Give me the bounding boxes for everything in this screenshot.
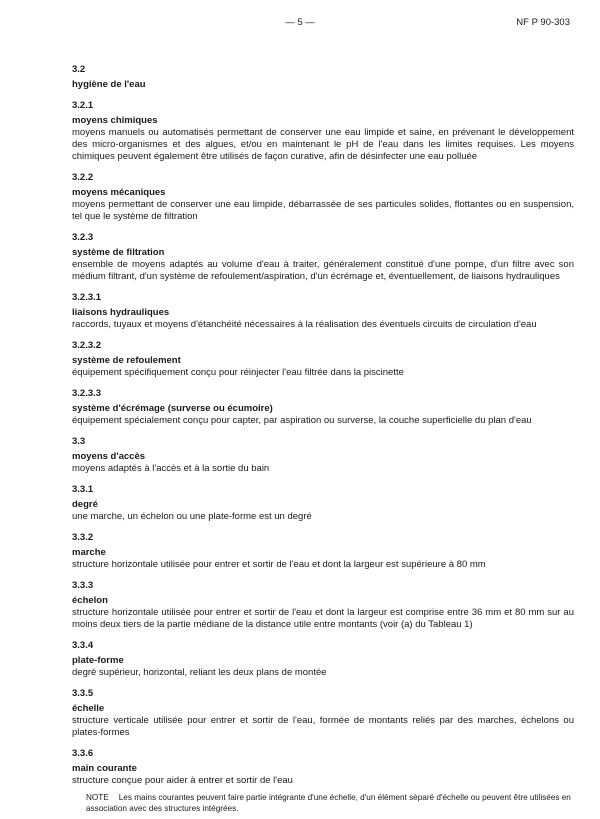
definition-entry xyxy=(72,580,574,631)
term-definition: moyens adaptés à l'accès et à la sortie du bain xyxy=(72,463,270,474)
term-definition: ensemble de moyens adaptés au volume d'eau à traiter, généralement constitué d'une pompe, d'un filtre avec son médium filtrant, d'un système de refoulement/aspiration, d'un écrémage et, éventuellement, de liaisons hydrauliques xyxy=(72,259,574,282)
definition-entry xyxy=(72,436,574,475)
clause-number: 3.2.2 xyxy=(72,172,94,183)
definition-entry xyxy=(72,100,574,163)
term-title: système de refoulement xyxy=(72,355,181,366)
term-title: système d'écrémage (surverse ou écumoire) xyxy=(72,403,273,414)
document-reference: NF P 90-303 xyxy=(516,17,570,28)
term-definition: une marche, un échelon ou une plate-forme est un degré xyxy=(72,511,312,522)
page-number: — 5 — xyxy=(285,17,315,28)
term-definition: structure conçue pour aider à entrer et sortir de l'eau xyxy=(72,775,293,786)
term-title: marche xyxy=(72,547,106,558)
term-title: plate-forme xyxy=(72,655,124,666)
definition-entry xyxy=(72,748,574,787)
clause-number: 3.3.4 xyxy=(72,640,94,651)
definition-entry xyxy=(72,688,574,739)
term-definition: raccords, tuyaux et moyens d'étanchéité nécessaires à la réalisation des éventuels circuits de circulation d'eau xyxy=(72,319,537,330)
term-title: moyens d'accès xyxy=(72,451,146,462)
page-header xyxy=(0,17,600,31)
clause-number: 3.2.3.3 xyxy=(72,388,102,399)
term-definition: moyens manuels ou automatisés permettant de conserver une eau limpide et saine, en prévenant le développement des micro-organismes et des algues, et/ou en maintenant le pH de l'eau dans les limites requises. Les moyens chimiques peuvent également être utilisés de façon curative, afin de désinfecter une eau polluée xyxy=(72,127,574,162)
clause-number: 3.3.5 xyxy=(72,688,94,699)
clause-number: 3.2 xyxy=(72,64,86,75)
definition-entry xyxy=(72,484,574,523)
definition-entry xyxy=(72,64,574,91)
definition-entry xyxy=(72,640,574,679)
note xyxy=(86,792,574,814)
clause-number: 3.3.6 xyxy=(72,748,94,759)
note-text: Les mains courantes peuvent faire partie intégrante d'une échelle, d'un élément séparé d'échelle ou peuvent être utilisées en association avec des structures intégrées. xyxy=(86,793,571,813)
term-title: main courante xyxy=(72,763,137,774)
term-definition: structure horizontale utilisée pour entrer et sortir de l'eau et dont la largeur est comprise entre 36 mm et 80 mm sur au moins deux tiers de la partie médiane de la distance utile entre montants (voir (a) du Tableau 1) xyxy=(72,607,574,630)
definition-entry xyxy=(72,388,574,427)
definition-entry xyxy=(72,172,574,223)
clause-number: 3.2.3.1 xyxy=(72,292,102,303)
clause-number: 3.3.2 xyxy=(72,532,94,543)
term-definition: structure verticale utilisée pour entrer et sortir de l'eau, formée de montants reliés par des marches, échelons ou plates-formes xyxy=(72,715,574,738)
term-title: système de filtration xyxy=(72,247,165,258)
term-title: échelon xyxy=(72,595,108,606)
term-title: hygiène de l'eau xyxy=(72,79,146,90)
term-title: moyens chimiques xyxy=(72,115,158,126)
definition-entry xyxy=(72,292,574,331)
note-label: NOTE xyxy=(86,793,109,802)
term-definition: équipement spécifiquement conçu pour réinjecter l'eau filtrée dans la piscinette xyxy=(72,367,404,378)
clause-number: 3.2.1 xyxy=(72,100,94,111)
term-title: liaisons hydrauliques xyxy=(72,307,170,318)
clause-number: 3.3.1 xyxy=(72,484,94,495)
term-title: moyens mécaniques xyxy=(72,187,166,198)
definition-entry xyxy=(72,340,574,379)
clause-number: 3.3 xyxy=(72,436,86,447)
term-title: échelle xyxy=(72,703,105,714)
term-definition: équipement spécialement conçu pour capter, par aspiration ou surverse, la couche superficielle du plan d'eau xyxy=(72,415,532,426)
definition-entry xyxy=(72,232,574,283)
definition-entry xyxy=(72,532,574,571)
term-title: degré xyxy=(72,499,98,510)
document-body xyxy=(72,64,574,814)
term-definition: structure horizontale utilisée pour entrer et sortir de l'eau et dont la largeur est supérieure à 80 mm xyxy=(72,559,486,570)
term-definition: degré supérieur, horizontal, reliant les deux plans de montée xyxy=(72,667,327,678)
clause-number: 3.2.3.2 xyxy=(72,340,102,351)
clause-number: 3.3.3 xyxy=(72,580,94,591)
clause-number: 3.2.3 xyxy=(72,232,94,243)
term-definition: moyens permettant de conserver une eau limpide, débarrassée de ses particules solides, flottantes ou en suspension, tel que le système de filtration xyxy=(72,199,574,222)
definitions-list xyxy=(72,64,574,787)
